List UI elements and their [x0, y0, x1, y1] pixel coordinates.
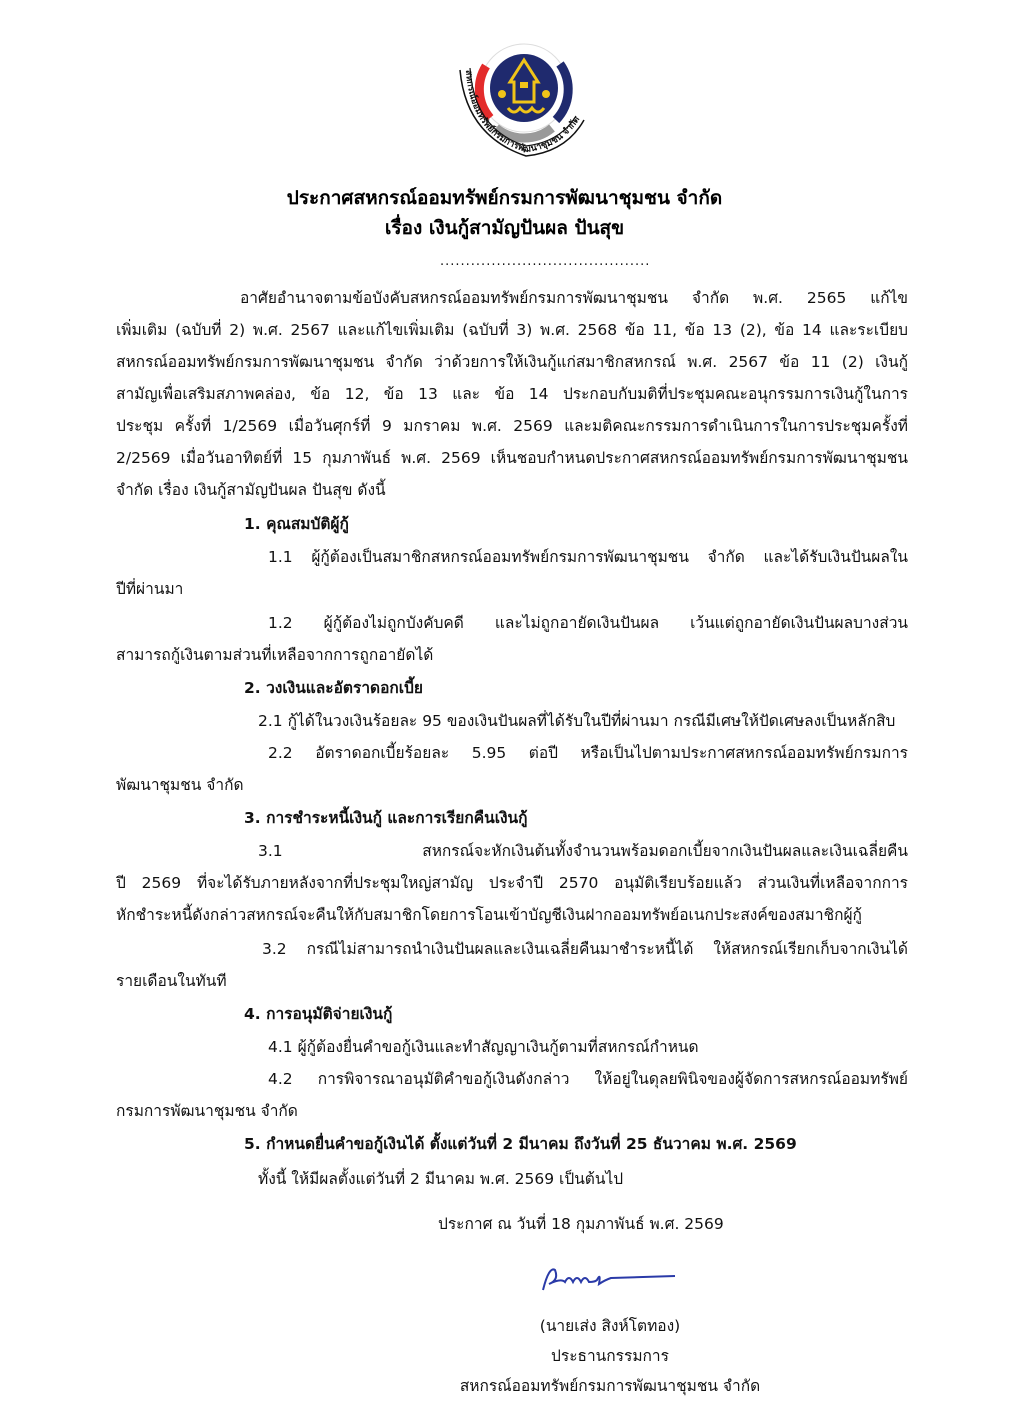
- announcement-subject: เรื่อง เงินกู้สามัญปันผล ปันสุข: [384, 217, 625, 239]
- preamble-line: เพิ่มเติม (ฉบับที่ 2) พ.ศ. 2567 และแก้ไขเพิ่มเติม (ฉบับที่ 3) พ.ศ. 2568 ข้อ 11, ข้อ 13 (2), ข้อ 14 และระเบียบ: [116, 321, 908, 339]
- preamble-line: 2/2569 เมื่อวันอาทิตย์ที่ 15 กุมภาพันธ์ พ.ศ. 2569 เห็นชอบกำหนดประกาศสหกรณ์ออมทรัพย์กรมการพัฒนาชุมชน: [116, 449, 908, 467]
- announcement-title: ประกาศสหกรณ์ออมทรัพย์กรมการพัฒนาชุมชน จำกัด: [286, 187, 723, 209]
- preamble-line: ประชุม ครั้งที่ 1/2569 เมื่อวันศุกร์ที่ 9 มกราคม พ.ศ. 2569 และมติคณะกรรมการดำเนินการในการประชุมครั้งที่: [116, 417, 908, 435]
- clause-3-2-cont: รายเดือนในทันที: [116, 972, 227, 990]
- clause-4-2: 4.2 การพิจารณาอนุมัติคำขอกู้เงินดังกล่าว ให้อยู่ในดุลยพินิจของผู้จัดการสหกรณ์ออมทรัพย์: [268, 1070, 908, 1088]
- preamble-line: อาศัยอำนาจตามข้อบังคับสหกรณ์ออมทรัพย์กรมการพัฒนาชุมชน จำกัด พ.ศ. 2565 แก้ไข: [240, 289, 908, 307]
- signatory-organization: สหกรณ์ออมทรัพย์กรมการพัฒนาชุมชน จำกัด: [459, 1377, 761, 1395]
- effective-date: ทั้งนี้ ให้มีผลตั้งแต่วันที่ 2 มีนาคม พ.ศ. 2569 เป็นต้นไป: [258, 1170, 624, 1188]
- section-2-heading: 2. วงเงินและอัตราดอกเบี้ย: [244, 679, 423, 697]
- announcement-date: ประกาศ ณ วันที่ 18 กุมภาพันธ์ พ.ศ. 2569: [438, 1215, 724, 1233]
- coop-logo-icon: [456, 36, 588, 168]
- preamble-line: สามัญเพื่อเสริมสภาพคล่อง, ข้อ 12, ข้อ 13 และ ข้อ 14 ประกอบกับมติที่ประชุมคณะอนุกรรมการเงินกู้ในการ: [116, 385, 908, 403]
- clause-1-2-cont: สามารถกู้เงินตามส่วนที่เหลือจากการถูกอายัดได้: [116, 646, 434, 664]
- section-3-heading: 3. การชำระหนี้เงินกู้ และการเรียกคืนเงินกู้: [244, 809, 528, 827]
- preamble-line: จำกัด เรื่อง เงินกู้สามัญปันผล ปันสุข ดังนี้: [116, 481, 386, 499]
- clause-1-2: 1.2 ผู้กู้ต้องไม่ถูกบังคับคดี และไม่ถูกอายัดเงินปันผล เว้นแต่ถูกอายัดเงินปันผลบางส่วน: [268, 614, 908, 632]
- clause-3-1: 3.1 สหกรณ์จะหักเงินต้นทั้งจำนวนพร้อมดอกเบี้ยจากเงินปันผลและเงินเฉลี่ยคืน: [258, 842, 908, 860]
- clause-2-2-cont: พัฒนาชุมชน จำกัด: [116, 776, 244, 794]
- signatory-name: (นายเส่ง สิงห์โตทอง): [539, 1317, 681, 1335]
- clause-3-1-cont: ปี 2569 ที่จะได้รับภายหลังจากที่ประชุมใหญ่สามัญ ประจำปี 2570 อนุมัติเรียบร้อยแล้ว ส่วนเงินที่เหลือจากการ: [116, 874, 908, 892]
- clause-1-1: 1.1 ผู้กู้ต้องเป็นสมาชิกสหกรณ์ออมทรัพย์กรมการพัฒนาชุมชน จำกัด และได้รับเงินปันผลใน: [268, 548, 908, 566]
- clause-1-1-cont: ปีที่ผ่านมา: [116, 580, 184, 598]
- signatory-position: ประธานกรรมการ: [551, 1347, 669, 1365]
- clause-4-1: 4.1 ผู้กู้ต้องยื่นคำขอกู้เงินและทำสัญญาเงินกู้ตามที่สหกรณ์กำหนด: [268, 1038, 699, 1056]
- clause-3-1-cont: หักชำระหนี้ดังกล่าวสหกรณ์จะคืนให้กับสมาชิกโดยการโอนเข้าบัญชีเงินฝากออมทรัพย์อเนกประสงค์ของสมาชิกผู้กู้: [116, 906, 862, 924]
- clause-2-1: 2.1 กู้ได้ในวงเงินร้อยละ 95 ของเงินปันผลที่ได้รับในปีที่ผ่านมา กรณีมีเศษให้ปัดเศษลงเป็นหลักสิบ: [258, 712, 896, 730]
- svg-text:สหกรณ์ออมทรัพย์กรมการพัฒนาชุมช: สหกรณ์ออมทรัพย์กรมการพัฒนาชุมชน จำกัด: [462, 69, 583, 156]
- section-5-heading: 5. กำหนดยื่นคำขอกู้เงินได้ ตั้งแต่วันที่ 2 มีนาคม ถึงวันที่ 25 ธันวาคม พ.ศ. 2569: [244, 1135, 797, 1153]
- section-4-heading: 4. การอนุมัติจ่ายเงินกู้: [244, 1005, 393, 1023]
- clause-2-2: 2.2 อัตราดอกเบี้ยร้อยละ 5.95 ต่อปี หรือเป็นไปตามประกาศสหกรณ์ออมทรัพย์กรมการ: [268, 744, 908, 762]
- title-separator: .........................................: [440, 254, 651, 269]
- signature-icon: [535, 1260, 685, 1300]
- clause-4-2-cont: กรมการพัฒนาชุมชน จำกัด: [116, 1102, 298, 1120]
- preamble-line: สหกรณ์ออมทรัพย์กรมการพัฒนาชุมชน จำกัด ว่าด้วยการให้เงินกู้แก่สมาชิกสหกรณ์ พ.ศ. 2567 ข้อ 11 (2) เงินกู้: [116, 353, 908, 371]
- clause-3-2: 3.2 กรณีไม่สามารถนำเงินปันผลและเงินเฉลี่ยคืนมาชำระหนี้ได้ ให้สหกรณ์เรียกเก็บจากเงินได้: [262, 940, 908, 958]
- section-1-heading: 1. คุณสมบัติผู้กู้: [244, 515, 349, 533]
